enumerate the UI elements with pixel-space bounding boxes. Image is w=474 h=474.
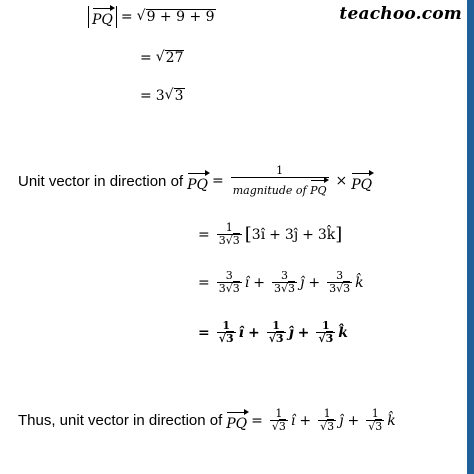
fraction: $\frac{1}{\text{magnitude of PQ}}$ (232, 164, 327, 198)
abs-pq: PQ (88, 6, 117, 28)
sqrt-expr: √ 9 + 9 + 9 (136, 8, 215, 26)
component-line: = $\frac{3}{3√3}$ î + $\frac{3}{3√3}$ ĵ + $\frac{3}{3√3}$ k̂ (198, 269, 364, 296)
unit-vector-definition: Unit vector in direction of PQ = $\frac{1}{\text{magnitude of PQ}}$ × PQ (18, 164, 373, 198)
expansion-line: = $\frac{1}{3√3}$ [ 3î + 3ĵ + 3k̂ ] (198, 221, 343, 248)
magnitude-line: PQ = √ 9 + 9 + 9 (88, 6, 216, 28)
teachoo-logo: teachoo.com (339, 4, 462, 24)
accent-bar (467, 0, 474, 474)
result-line: = 3 √ 3 (140, 87, 184, 105)
conclusion-line: Thus, unit vector in direction of PQ = $\frac{1}{√3}$ î + $\frac{1}{√3}$ ĵ + $\frac{1}{√3}$ k̂ (18, 407, 396, 434)
bold-result-line: = $\frac{1}{√3}$ î + $\frac{1}{√3}$ ĵ + $\frac{1}{√3}$ k̂ (198, 319, 348, 346)
sqrt27-line: = √ 27 (140, 49, 184, 67)
